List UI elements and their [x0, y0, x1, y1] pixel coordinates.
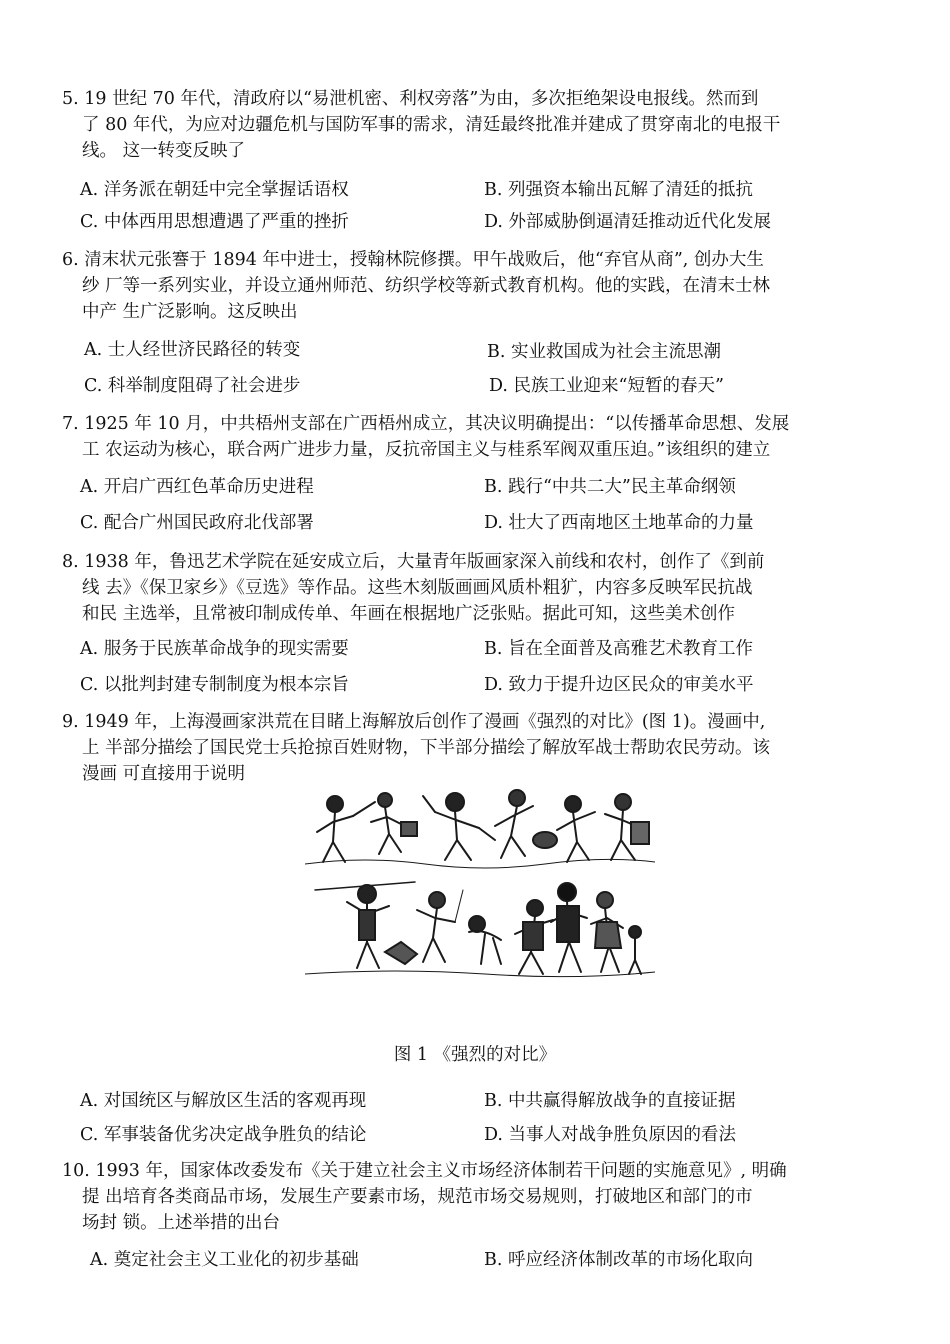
figure-caption: 图 1 《强烈的对比》: [393, 1045, 557, 1065]
question-10: [62, 1158, 892, 1236]
option-c[interactable]: C. 科举制度阻碍了社会进步: [84, 376, 301, 396]
option-d[interactable]: D. 当事人对战争胜负原因的看法: [484, 1125, 737, 1145]
stem-line: 线 去》《保卫家乡》《豆选》等作品。这些木刻版画画风质朴粗犷，内容多反映军民抗战: [82, 578, 753, 598]
stem-line: 场封 锁。上述举措的出台: [82, 1213, 281, 1233]
option-a[interactable]: A. 对国统区与解放区生活的客观再现: [80, 1091, 367, 1111]
stem-line: 线。 这一转变反映了: [82, 141, 246, 161]
option-b[interactable]: B. 践行“中共二大”民主革命纲领: [484, 477, 736, 497]
question-stem: [62, 549, 892, 627]
question-8: [62, 549, 892, 627]
stem-line: 和民 主选举，且常被印制成传单、年画在根据地广泛张贴。据此可知，这些美术创作: [82, 604, 736, 624]
option-d[interactable]: D. 外部威胁倒逼清廷推动近代化发展: [484, 212, 772, 232]
option-c[interactable]: C. 军事装备优劣决定战争胜负的结论: [80, 1125, 367, 1145]
stem-line: 了 80 年代，为应对边疆危机与国防军事的需求，清廷最终批准并建成了贯穿南北的电报干: [82, 115, 781, 135]
question-9: [62, 709, 892, 787]
question-stem: [62, 1158, 892, 1236]
stem-line: 工 农运动为核心，联合两广进步力量，反抗帝国主义与桂系军阀双重压迫。”该组织的建立: [82, 440, 771, 460]
option-a[interactable]: A. 奠定社会主义工业化的初步基础: [90, 1250, 359, 1270]
question-stem: [62, 411, 892, 463]
stem-line: 提 出培育各类商品市场，发展生产要素市场，规范市场交易规则，打破地区和部门的市: [82, 1187, 753, 1207]
stem-line: 5. 19 世纪 70 年代，清政府以“易泄机密、利权旁落”为由，多次拒绝架设电报线。然而到: [62, 89, 759, 109]
option-d[interactable]: D. 壮大了西南地区土地革命的力量: [484, 513, 754, 533]
stem-line: 漫画 可直接用于说明: [82, 764, 246, 784]
question-5: [62, 86, 892, 164]
question-stem: [62, 247, 892, 325]
stem-line: 纱 厂等一系列实业，并设立通州师范、纺织学校等新式教育机构。他的实践，在清末士林: [82, 276, 771, 296]
cartoon-illustration: [305, 782, 655, 978]
option-a[interactable]: A. 士人经世济民路径的转变: [84, 340, 301, 360]
option-d[interactable]: D. 致力于提升边区民众的审美水平: [484, 675, 754, 695]
cartoon-figure: [305, 782, 655, 978]
option-b[interactable]: B. 列强资本输出瓦解了清廷的抵抗: [484, 180, 753, 200]
option-c[interactable]: C. 以批判封建专制制度为根本宗旨: [80, 675, 349, 695]
option-c[interactable]: C. 配合广州国民政府北伐部署: [80, 513, 314, 533]
option-b[interactable]: B. 旨在全面普及高雅艺术教育工作: [484, 639, 753, 659]
question-stem: [62, 709, 892, 787]
option-b[interactable]: B. 实业救国成为社会主流思潮: [487, 342, 721, 362]
stem-line: 中产 生广泛影响。这反映出: [82, 302, 298, 322]
option-a[interactable]: A. 开启广西红色革命历史进程: [80, 477, 314, 497]
stem-line: 上 半部分描绘了国民党士兵抢掠百姓财物，下半部分描绘了解放军战士帮助农民劳动。该: [82, 738, 771, 758]
question-6: [62, 247, 892, 325]
option-d[interactable]: D. 民族工业迎来“短暂的春天”: [489, 376, 724, 396]
option-c[interactable]: C. 中体西用思想遭遇了严重的挫折: [80, 212, 349, 232]
question-stem: [62, 86, 892, 164]
option-b[interactable]: B. 中共赢得解放战争的直接证据: [484, 1091, 736, 1111]
option-a[interactable]: A. 服务于民族革命战争的现实需要: [80, 639, 349, 659]
stem-line: 6. 清末状元张謇于 1894 年中进士，授翰林院修撰。甲午战败后，他“弃官从商”, 创办大生: [62, 250, 764, 270]
stem-line: 10. 1993 年，国家体改委发布《关于建立社会主义市场经济体制若干问题的实施意见》, 明确: [62, 1161, 787, 1181]
stem-line: 8. 1938 年，鲁迅艺术学院在延安成立后，大量青年版画家深入前线和农村，创作了《到前: [62, 552, 765, 572]
stem-line: 7. 1925 年 10 月，中共梧州支部在广西梧州成立，其决议明确提出：“以传播革命思想、发展: [62, 414, 790, 434]
question-7: [62, 411, 892, 463]
option-a[interactable]: A. 洋务派在朝廷中完全掌握话语权: [80, 180, 349, 200]
stem-line: 9. 1949 年，上海漫画家洪荒在目睹上海解放后创作了漫画《强烈的对比》(图 1)。漫画中,: [62, 712, 766, 732]
option-b[interactable]: B. 呼应经济体制改革的市场化取向: [484, 1250, 753, 1270]
